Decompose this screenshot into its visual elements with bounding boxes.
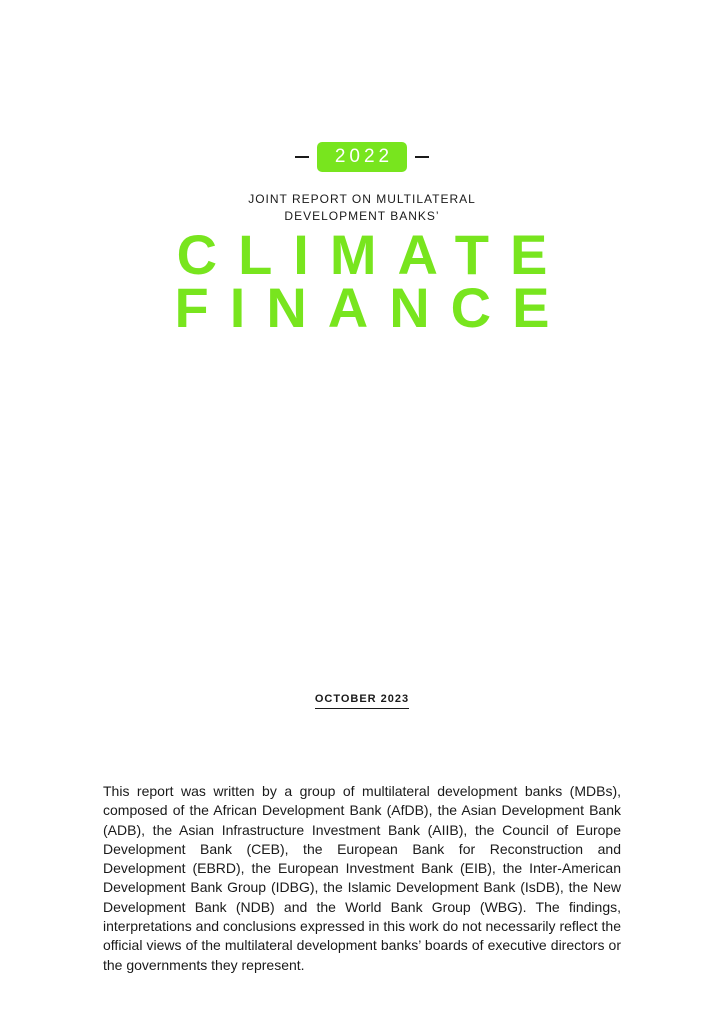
subtitle-line-1: JOINT REPORT ON MULTILATERAL (248, 192, 476, 206)
report-title (0, 223, 724, 339)
title-line-1: CLIMATE (176, 223, 569, 286)
subtitle-line-2: DEVELOPMENT BANKS’ (284, 209, 440, 223)
publication-date-row (0, 689, 724, 709)
report-subtitle (0, 191, 724, 225)
right-dash (415, 156, 429, 158)
year-row (0, 142, 724, 172)
disclaimer-paragraph: This report was written by a group of multilateral development banks (MDBs), composed of the African Development Bank (AfDB), the Asian Development Bank (ADB), the Asian Infrastructure Investment Bank (AIIB), the Council of Europe Development Bank (CEB), the European Bank for Reconstruction and Development (EBRD), the European Investment Bank (EIB), the Inter-American Development Bank Group (IDBG), the Islamic Development Bank (IsDB), the New Development Bank (NDB) and the World Bank Group (WBG). The findings, interpretations and conclusions expressed in this work do not necessarily reflect the official views of the multilateral development banks’ boards of executive directors or the governments they represent. (103, 783, 621, 973)
publication-date: OCTOBER 2023 (315, 693, 409, 709)
title-line-2: FINANCE (174, 276, 571, 339)
year-badge: 2022 (317, 142, 407, 172)
left-dash (295, 156, 309, 158)
